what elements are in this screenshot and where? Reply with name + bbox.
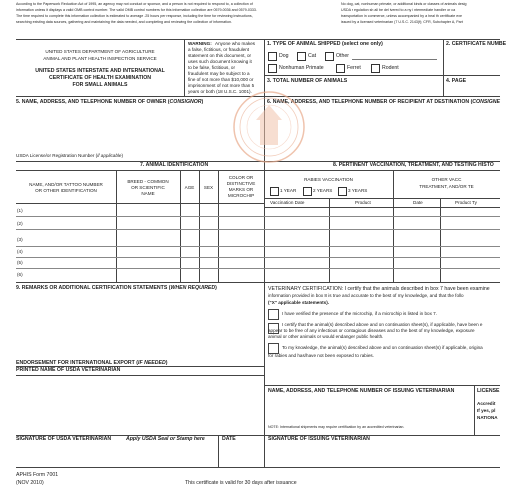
box8-subheader-top <box>264 198 500 199</box>
warning-line-5: to be false, fictitious, or <box>188 65 235 70</box>
vacc-row-divider <box>264 268 500 269</box>
box1-label: 1. TYPE OF ANIMAL SHIPPED (select one only) <box>267 41 383 47</box>
box3-label: 3. TOTAL NUMBER OF ANIMALS <box>267 78 348 84</box>
health-exam-line-3: animal or other animals or would endanger public health. <box>268 334 384 339</box>
row-number: (5) <box>17 260 23 265</box>
vet-cert-line-1: VETERINARY CERTIFICATION: I certify that the animals described in box 7 have been examine <box>268 286 490 292</box>
row-number: (4) <box>17 249 23 254</box>
other-vacc-line-2: TREATMENT, AND/OR TE <box>419 184 474 189</box>
rule-license-left <box>474 385 475 435</box>
box7-header-top <box>16 170 264 171</box>
col-color-line-1: COLOR OR <box>228 175 254 180</box>
rabies-origin-line-1: To my knowledge, the animal(s) described above and on continuation sheet(s) if applicable, origina <box>282 345 483 350</box>
other-option-label: Other <box>336 53 349 59</box>
box8-col-product-type <box>440 198 441 282</box>
paperwork-line-2: information unless it displays a valid OMB control number. The valid OMB control numbers for this information collection are 0579-0036 and 0579-0333. <box>16 8 257 12</box>
box2-label: 2. CERTIFICATE NUMBE <box>446 41 506 47</box>
rule-date-left <box>218 435 219 467</box>
row-divider <box>16 246 264 247</box>
box7-header-bottom <box>16 203 264 204</box>
warning-line-4: uses such document knowing it <box>188 59 252 64</box>
box6-label: 6. NAME, ADDRESS, AND TELEPHONE NUMBER OF RECIPIENT AT DESTINATION (CONSIGNE <box>267 99 500 105</box>
three-years-label: 3 YEARS <box>348 188 368 193</box>
other-specify-line[interactable] <box>352 59 437 60</box>
regulation-line-4: issued by a licensed veterinarian (7 U.S.C. 2143(f); CFR, Subchapter A, Part <box>341 20 463 24</box>
microchip-statement: I have verified the presence of the microchip, if a microchip is listed in box 7. <box>282 311 437 316</box>
box9-label: 9. REMARKS OR ADDITIONAL CERTIFICATION STATEMENTS (WHEN REQUIRED) <box>16 285 217 291</box>
warning-line-9: years or both (18 U.S.C. 1001). <box>188 89 252 94</box>
warning-line-6: fraudulent may be subject to a <box>188 71 250 76</box>
date-label: DATE <box>222 436 236 442</box>
col-id-line-1: NAME, AND/OR TATTOO NUMBER <box>29 182 103 187</box>
vacc-row-divider <box>264 229 500 230</box>
rule-box2-left <box>443 39 444 96</box>
row-number: (2) <box>17 221 23 226</box>
other-vacc-line-1: OTHER VACC <box>431 177 462 182</box>
row-number: (3) <box>17 237 23 242</box>
row-divider <box>16 216 264 217</box>
cat-checkbox[interactable] <box>297 52 306 61</box>
row-divider <box>16 268 264 269</box>
three-years-checkbox[interactable] <box>338 187 347 196</box>
col-color-line-4: MICROCHIP <box>227 193 255 198</box>
other-checkbox[interactable] <box>325 52 334 61</box>
license-label: LICENSE <box>477 388 500 394</box>
col-color-line-3: MARKS OR <box>228 187 254 192</box>
accredited-line-1: Accredit <box>477 401 496 406</box>
col-color-line-2: DISTINCTIVE <box>226 181 256 186</box>
issuing-vet-field[interactable] <box>268 397 470 421</box>
printed-name-usda-vet-label: PRINTED NAME OF USDA VETERINARIAN <box>16 367 121 373</box>
agency-line-2: ANIMAL AND PLANT HEALTH INSPECTION SERVICE <box>43 56 157 61</box>
usda-vet-signature-field[interactable] <box>18 445 214 465</box>
col-id-line-2: OR OTHER IDENTIFICATION <box>35 188 97 193</box>
rule-lower-split <box>264 282 265 467</box>
rodent-checkbox[interactable] <box>371 64 380 73</box>
form-number: APHIS Form 7001 <box>16 472 59 478</box>
international-note: NOTE: International shipments may require certification by an accredited veterinarian. <box>268 425 405 429</box>
warning-label: WARNING: <box>188 41 212 46</box>
vacc-row-divider <box>264 246 500 247</box>
printed-name-rule <box>16 375 264 376</box>
vet-cert-line-3: ("X" applicable statements). <box>268 300 330 305</box>
product-header: Product <box>355 200 371 205</box>
form-title-line-2: CERTIFICATE OF HEALTH EXAMINATION <box>48 75 151 81</box>
box8-label: 8. PERTINENT VACCINATION, TREATMENT, AND TESTING HISTO <box>333 162 494 168</box>
col-breed-line-1: BREED - COMMON <box>127 179 169 184</box>
accredited-line-2: If yes, pl <box>477 408 496 413</box>
box7-col-color <box>218 170 219 282</box>
rule-box9-top <box>16 282 500 283</box>
row-divider <box>16 229 264 230</box>
row-divider <box>16 257 264 258</box>
vet-cert-line-2: information provided in box 8 is true and accurate to the best of my knowledge, and that the follo <box>268 293 464 298</box>
rule-warning-left <box>184 39 185 96</box>
warning-line-1: Anyone who makes <box>215 41 256 46</box>
box8-col-product <box>329 198 330 282</box>
usda-license-label: USDA License/or Registration Number (if applicable) <box>16 153 123 158</box>
col-breed-line-3: NAME <box>141 191 155 196</box>
col-breed-line-2: OR SCIENTIFIC <box>131 185 165 190</box>
col-sex: SEX <box>203 185 214 190</box>
two-years-checkbox[interactable] <box>303 187 312 196</box>
usda-seal-label: Apply USDA Seal or Stamp here <box>126 436 205 442</box>
rabies-origin-line-2: for rabies and has/have not been exposed to rabies. <box>268 353 374 358</box>
dog-checkbox[interactable] <box>268 52 277 61</box>
box4-label: 4. PAGE <box>446 78 467 84</box>
microchip-checkbox[interactable] <box>268 309 279 320</box>
rule-footer-top <box>16 467 500 468</box>
rule-box3-top <box>264 75 500 76</box>
paperwork-line-3: The time required to complete this information collection is estimated to average .25 hours per response, including the time for reviewing instructions, <box>16 14 253 18</box>
vaccination-date-header: Vaccination Date <box>270 200 305 205</box>
warning-line-8: imprisonment of not more than 5 <box>188 83 255 88</box>
box7-label: 7. ANIMAL IDENTIFICATION <box>140 162 209 168</box>
agency-line-1: UNITED STATES DEPARTMENT OF AGRICULTURE <box>45 49 155 54</box>
dog-option-label: Dog <box>279 53 289 59</box>
rule-issuing-top <box>264 385 500 386</box>
usda-seal-watermark <box>232 90 306 164</box>
issuing-vet-signature-label: SIGNATURE OF ISSUING VETERINARIAN <box>268 436 370 442</box>
regulation-line-1: No dog, cat, nonhuman primate, or additional kinds or classes of animals desig <box>341 2 467 6</box>
box8-header-top <box>264 170 500 171</box>
two-years-label: 2 YEARS <box>313 188 333 193</box>
row-number: (1) <box>17 208 23 213</box>
box8-subheader-bottom <box>264 207 500 208</box>
rodent-option-label: Rodent <box>382 65 399 71</box>
one-year-label: 1 YEAR <box>280 188 297 193</box>
warning-line-7: fine of not more than $10,000 or <box>188 77 254 82</box>
paperwork-line-1: According to the Paperwork Reduction Act of 1995, an agency may not conduct or sponsor, and a person is not required to respond to, a collection of <box>16 2 253 6</box>
accredited-line-3: NATIONA <box>477 415 498 420</box>
paperwork-line-4: searching existing data sources, gathering and maintaining the data needed, and completing and reviewing the collection of information. <box>16 20 232 24</box>
nonhuman-primate-checkbox[interactable] <box>268 64 277 73</box>
ferret-checkbox[interactable] <box>336 64 345 73</box>
regulation-line-2: USDA r egulation sh all be del ivered to a ny i ntermediate handler or ca <box>341 8 456 12</box>
form-title-line-1: UNITED STATES INTERSTATE AND INTERNATIONAL <box>35 68 165 74</box>
form-title-line-3: FOR SMALL ANIMALS <box>72 82 128 88</box>
validity-notice: This certificate is valid for 30 days after issuance <box>185 480 297 486</box>
regulation-line-3: transportation in commerce, unless accompanied by a heal th certificate exe <box>341 14 463 18</box>
product-type-header: Product Ty <box>455 200 477 205</box>
nonhuman-primate-label: Nonhuman Primate <box>279 65 324 71</box>
endorsement-label: ENDORSEMENT FOR INTERNATIONAL EXPORT (IF NEEDED) <box>16 360 168 366</box>
warning-line-2: a false, fictitious, or fraudulent <box>188 47 250 52</box>
vacc-row-divider <box>264 257 500 258</box>
ferret-option-label: Ferret <box>347 65 361 71</box>
issuing-vet-label: NAME, ADDRESS, AND TELEPHONE NUMBER OF ISSUING VETERINARIAN <box>268 388 455 394</box>
printed-name-field[interactable] <box>18 377 260 432</box>
usda-vet-signature-label: SIGNATURE OF USDA VETERINARIAN <box>16 436 112 442</box>
cat-option-label: Cat <box>308 53 317 59</box>
issuing-vet-signature-field[interactable] <box>268 445 496 465</box>
rabies-vaccination-label: RABIES VACCINATION <box>304 177 353 182</box>
form-date: (NOV 2010) <box>16 480 44 486</box>
date-field[interactable] <box>220 445 262 465</box>
col-age: AGE <box>184 185 195 190</box>
health-exam-line-1: I certify that the animal(s) described above and on continuation sheet(s), if applicable, have been e <box>282 322 483 327</box>
row-number: (6) <box>17 272 23 277</box>
rule-header-top <box>16 39 500 40</box>
rule-warning-right <box>264 39 265 96</box>
health-exam-line-2: appear to be free of any infectious or contagious diseases and to the best of my knowledge, exposure <box>268 328 475 333</box>
one-year-checkbox[interactable] <box>270 187 279 196</box>
remarks-field[interactable] <box>18 296 260 362</box>
vacc-row-divider <box>264 216 500 217</box>
box5-label: 5. NAME, ADDRESS, AND TELEPHONE NUMBER OF OWNER (CONSIGNOR) <box>16 99 204 105</box>
date-header: Date <box>413 200 423 205</box>
warning-line-3: statement on this document, or <box>188 53 252 58</box>
